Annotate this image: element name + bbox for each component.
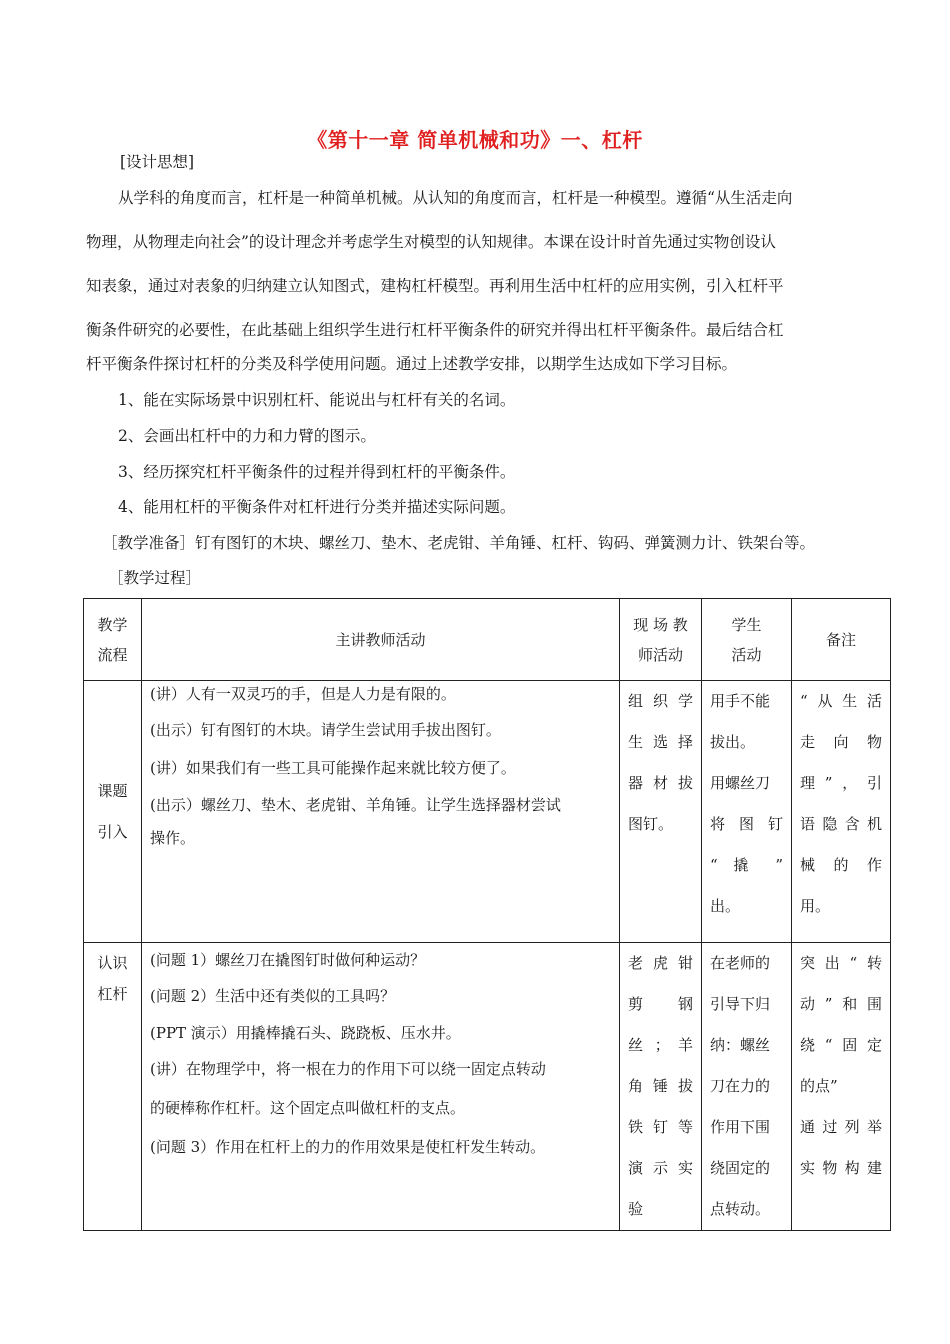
goal-item: 4、能用杠杆的平衡条件对杠杆进行分类并描述实际问题。 [118, 498, 516, 516]
document-title: 《第十一章 简单机械和功》一、杠杆 [307, 128, 643, 152]
flow-cell: 认识 杠杆 [84, 943, 142, 1231]
design-paragraph-line: 物理，从物理走向社会”的设计理念并考虑学生对模型的认知规律。本课在设计时首先通过实物创设认 [86, 233, 776, 251]
note-cell: “从生活 走 向 物 理”，引 语隐含机 械 的 作 用。 [792, 681, 891, 943]
onsite-activity-cell: 组 织 学 生 选 择 器 材 拔 图钉。 [620, 681, 702, 943]
goal-item: 1、能在实际场景中识别杠杆、能说出与杠杆有关的名词。 [118, 391, 516, 409]
design-paragraph-line: 衡条件研究的必要性，在此基础上组织学生进行杠杆平衡条件的研究并得出杠杆平衡条件。最后结合杠 [86, 321, 784, 339]
main-activity-cell: (问题 1）螺丝刀在撬图钉时做何种运动？ (问题 2）生活中还有类似的工具吗？ (PPT 演示）用撬棒撬石头、跷跷板、压水井。 (讲）在物理学中，将一根在力的作用下可以绕一固定点转动 的硬棒称作杠杆。这个固定点叫做杠杆的支点。 (问题 3）作用在杠杆上的力的作用效果是使杠杆发生转动。 [142, 943, 620, 1231]
flow-cell: 课题 引入 [84, 681, 142, 943]
note-cell: 突出“转 动”和围 绕“固定 的点” 通过列举 实物构建 [792, 943, 891, 1231]
header-note: 备注 [792, 599, 891, 681]
header-main-activity: 主讲教师活动 [142, 599, 620, 681]
header-onsite-activity: 现 场 教 师活动 [620, 599, 702, 681]
process-heading: ［教学过程］ [108, 569, 202, 587]
design-paragraph-line: 从学科的角度而言，杠杆是一种简单机械。从认知的角度而言，杠杆是一种模型。遵循“从生活走向 [118, 189, 793, 207]
goal-item: 2、会画出杠杆中的力和力臂的图示。 [118, 427, 376, 445]
table-row [84, 943, 891, 1231]
student-activity-cell: 用手不能 拔出。 用螺丝刀 将 图 钉 “ 撬 ” 出。 [702, 681, 792, 943]
goal-item: 3、经历探究杠杆平衡条件的过程并得到杠杆的平衡条件。 [118, 463, 516, 481]
student-activity-cell: 在老师的 引导下归 纳：螺丝 刀在力的 作用下围 绕固定的 点转动。 [702, 943, 792, 1231]
teaching-process-table [83, 598, 891, 1231]
design-paragraph-line: 杆平衡条件探讨杠杆的分类及科学使用问题。通过上述教学安排，以期学生达成如下学习目标。 [86, 355, 738, 373]
table-header-row [84, 599, 891, 681]
design-heading: [设计思想] [120, 153, 195, 171]
header-flow: 教学 流程 [84, 599, 142, 681]
onsite-activity-cell: 老 虎 钳 剪 钢 丝 ； 羊 角 锤 拔 铁 钉 等 演 示 实 验 [620, 943, 702, 1231]
design-paragraph-line: 知表象，通过对表象的归纳建立认知图式，建构杠杆模型。再利用生活中杠杆的应用实例，引入杠杆平 [86, 277, 784, 295]
table-row [84, 681, 891, 943]
teaching-prep: ［教学准备］钉有图钉的木块、螺丝刀、垫木、老虎钳、羊角锤、杠杆、钩码、弹簧测力计、铁架台等。 [102, 534, 816, 552]
main-activity-cell: (讲）人有一双灵巧的手，但是人力是有限的。 (出示）钉有图钉的木块。请学生尝试用手拔出图钉。 (讲）如果我们有一些工具可能操作起来就比较方便了。 (出示）螺丝刀、垫木、老虎钳、羊角锤。让学生选择器材尝试 操作。 [142, 681, 620, 943]
header-student-activity: 学生 活动 [702, 599, 792, 681]
